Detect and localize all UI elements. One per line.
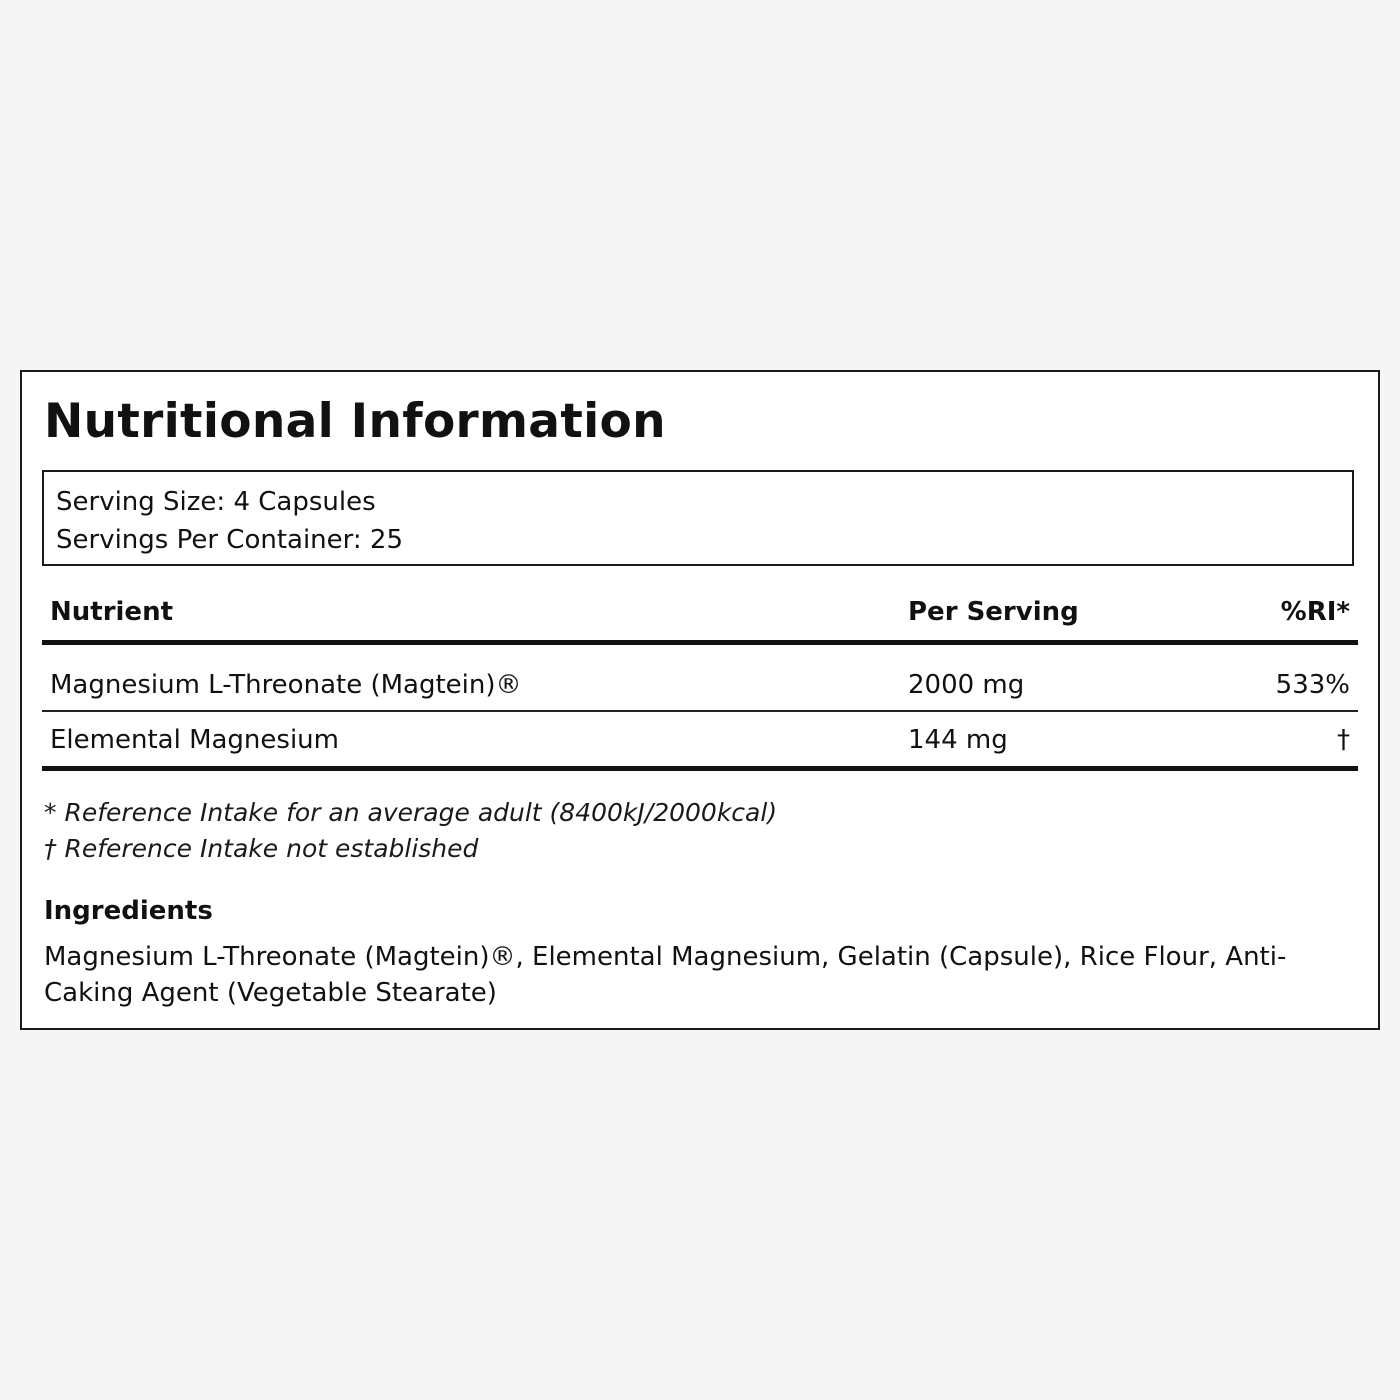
row-nutrient: Magnesium L-Threonate (Magtein)®: [50, 670, 522, 700]
servings-per-container: Servings Per Container: 25: [56, 525, 404, 555]
serving-info-box: [42, 470, 1354, 566]
row-per-serving: 144 mg: [908, 725, 1008, 755]
table-bottom-divider: [42, 766, 1358, 771]
nutrition-panel: [20, 370, 1380, 1030]
ingredients-heading: Ingredients: [44, 896, 213, 926]
table-header: [42, 594, 1358, 630]
header-divider: [42, 640, 1358, 645]
header-nutrient: Nutrient: [50, 597, 174, 627]
table-row: [42, 665, 1358, 705]
ingredients-text: Magnesium L-Threonate (Magtein)®, Elemental Magnesium, Gelatin (Capsule), Rice Flour, Anti-Caking Agent (Vegetable Stearate): [44, 942, 1287, 1008]
row-ri: †: [1337, 725, 1350, 755]
footnote-reference-intake: * Reference Intake for an average adult (8400kJ/2000kcal): [44, 798, 778, 827]
row-nutrient: Elemental Magnesium: [50, 725, 339, 755]
header-per-serving: Per Serving: [908, 597, 1079, 627]
header-ri: %RI*: [1280, 597, 1350, 627]
serving-size: Serving Size: 4 Capsules: [56, 487, 376, 517]
table-row: [42, 720, 1358, 760]
footnote-not-established: † Reference Intake not established: [44, 834, 479, 863]
page-title: Nutritional Information: [44, 394, 666, 449]
row-divider: [42, 710, 1358, 712]
row-per-serving: 2000 mg: [908, 670, 1025, 700]
row-ri: 533%: [1275, 670, 1350, 700]
